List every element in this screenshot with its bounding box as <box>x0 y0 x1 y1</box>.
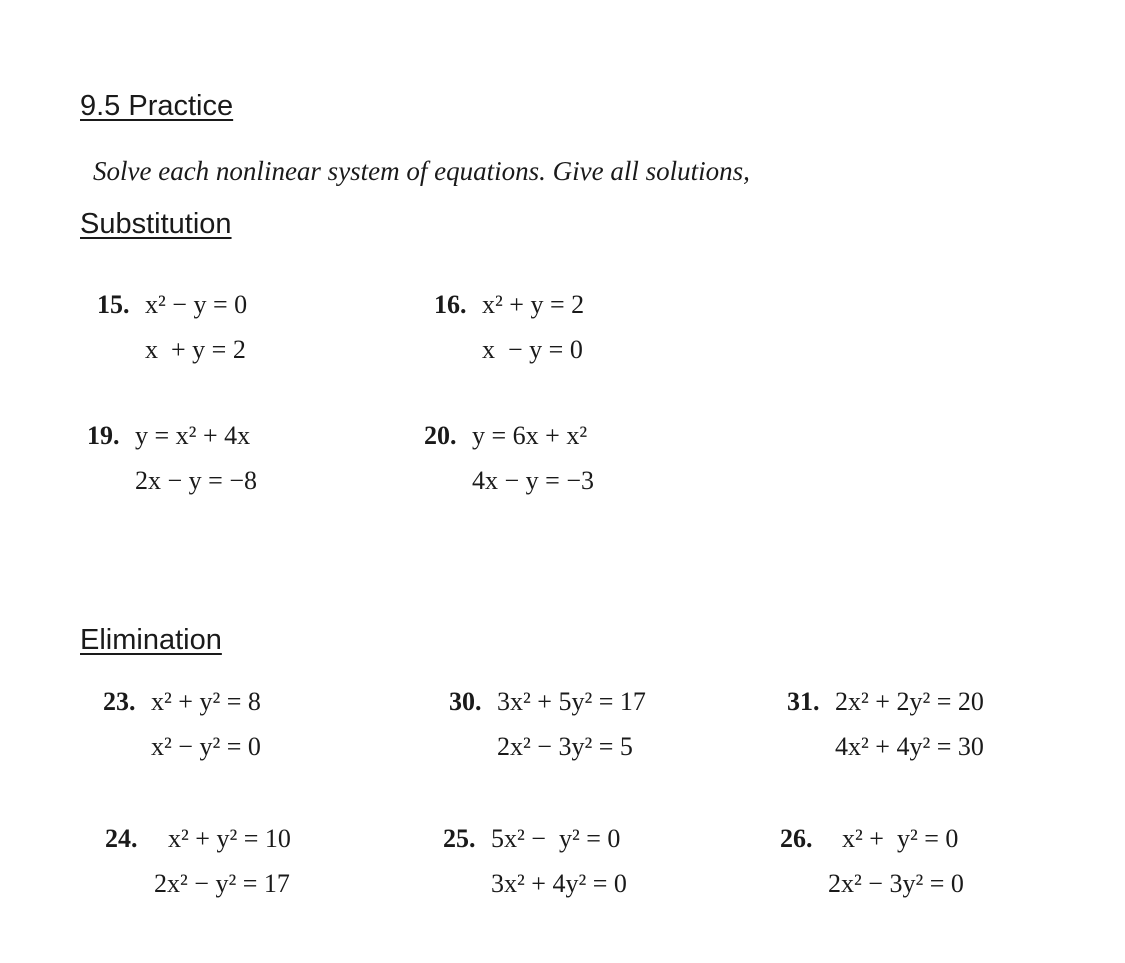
problem-number: 16. <box>434 290 467 319</box>
problem-number: 23. <box>103 687 136 716</box>
problem-number: 24. <box>105 824 138 853</box>
equation-1: x² + y² = 0 <box>842 824 959 853</box>
problem-number: 30. <box>449 687 482 716</box>
equation-1: x² + y² = 8 <box>151 687 261 716</box>
section-heading-elimination: Elimination <box>80 624 222 656</box>
equation-2: 2x² − y² = 17 <box>154 869 290 898</box>
problem-number: 25. <box>443 824 476 853</box>
equation-1: 5x² − y² = 0 <box>491 824 621 853</box>
equation-1: y = x² + 4x <box>135 421 251 450</box>
equation-1: x² − y = 0 <box>145 290 248 319</box>
equation-2: 4x − y = −3 <box>472 466 594 495</box>
problem-number: 20. <box>424 421 457 450</box>
problem-number: 15. <box>97 290 130 319</box>
equation-2: x² − y² = 0 <box>151 732 261 761</box>
equation-2: 4x² + 4y² = 30 <box>835 732 984 761</box>
equation-1: 3x² + 5y² = 17 <box>497 687 646 716</box>
equation-2: x − y = 0 <box>482 335 583 364</box>
equation-2: x + y = 2 <box>145 335 246 364</box>
problem-number: 26. <box>780 824 813 853</box>
equation-1: x² + y² = 10 <box>168 824 291 853</box>
equation-1: x² + y = 2 <box>482 290 585 319</box>
equation-2: 2x² − 3y² = 5 <box>497 732 633 761</box>
equation-2: 2x² − 3y² = 0 <box>828 869 964 898</box>
equation-1: y = 6x + x² <box>472 421 588 450</box>
problem-number: 19. <box>87 421 120 450</box>
problem-number: 31. <box>787 687 820 716</box>
page-title: 9.5 Practice <box>80 90 234 122</box>
section-heading-substitution: Substitution <box>80 208 232 240</box>
equation-2: 2x − y = −8 <box>135 466 257 495</box>
instructions-text: Solve each nonlinear system of equations. Give all solutions, <box>93 156 750 186</box>
equation-2: 3x² + 4y² = 0 <box>491 869 627 898</box>
equation-1: 2x² + 2y² = 20 <box>835 687 984 716</box>
